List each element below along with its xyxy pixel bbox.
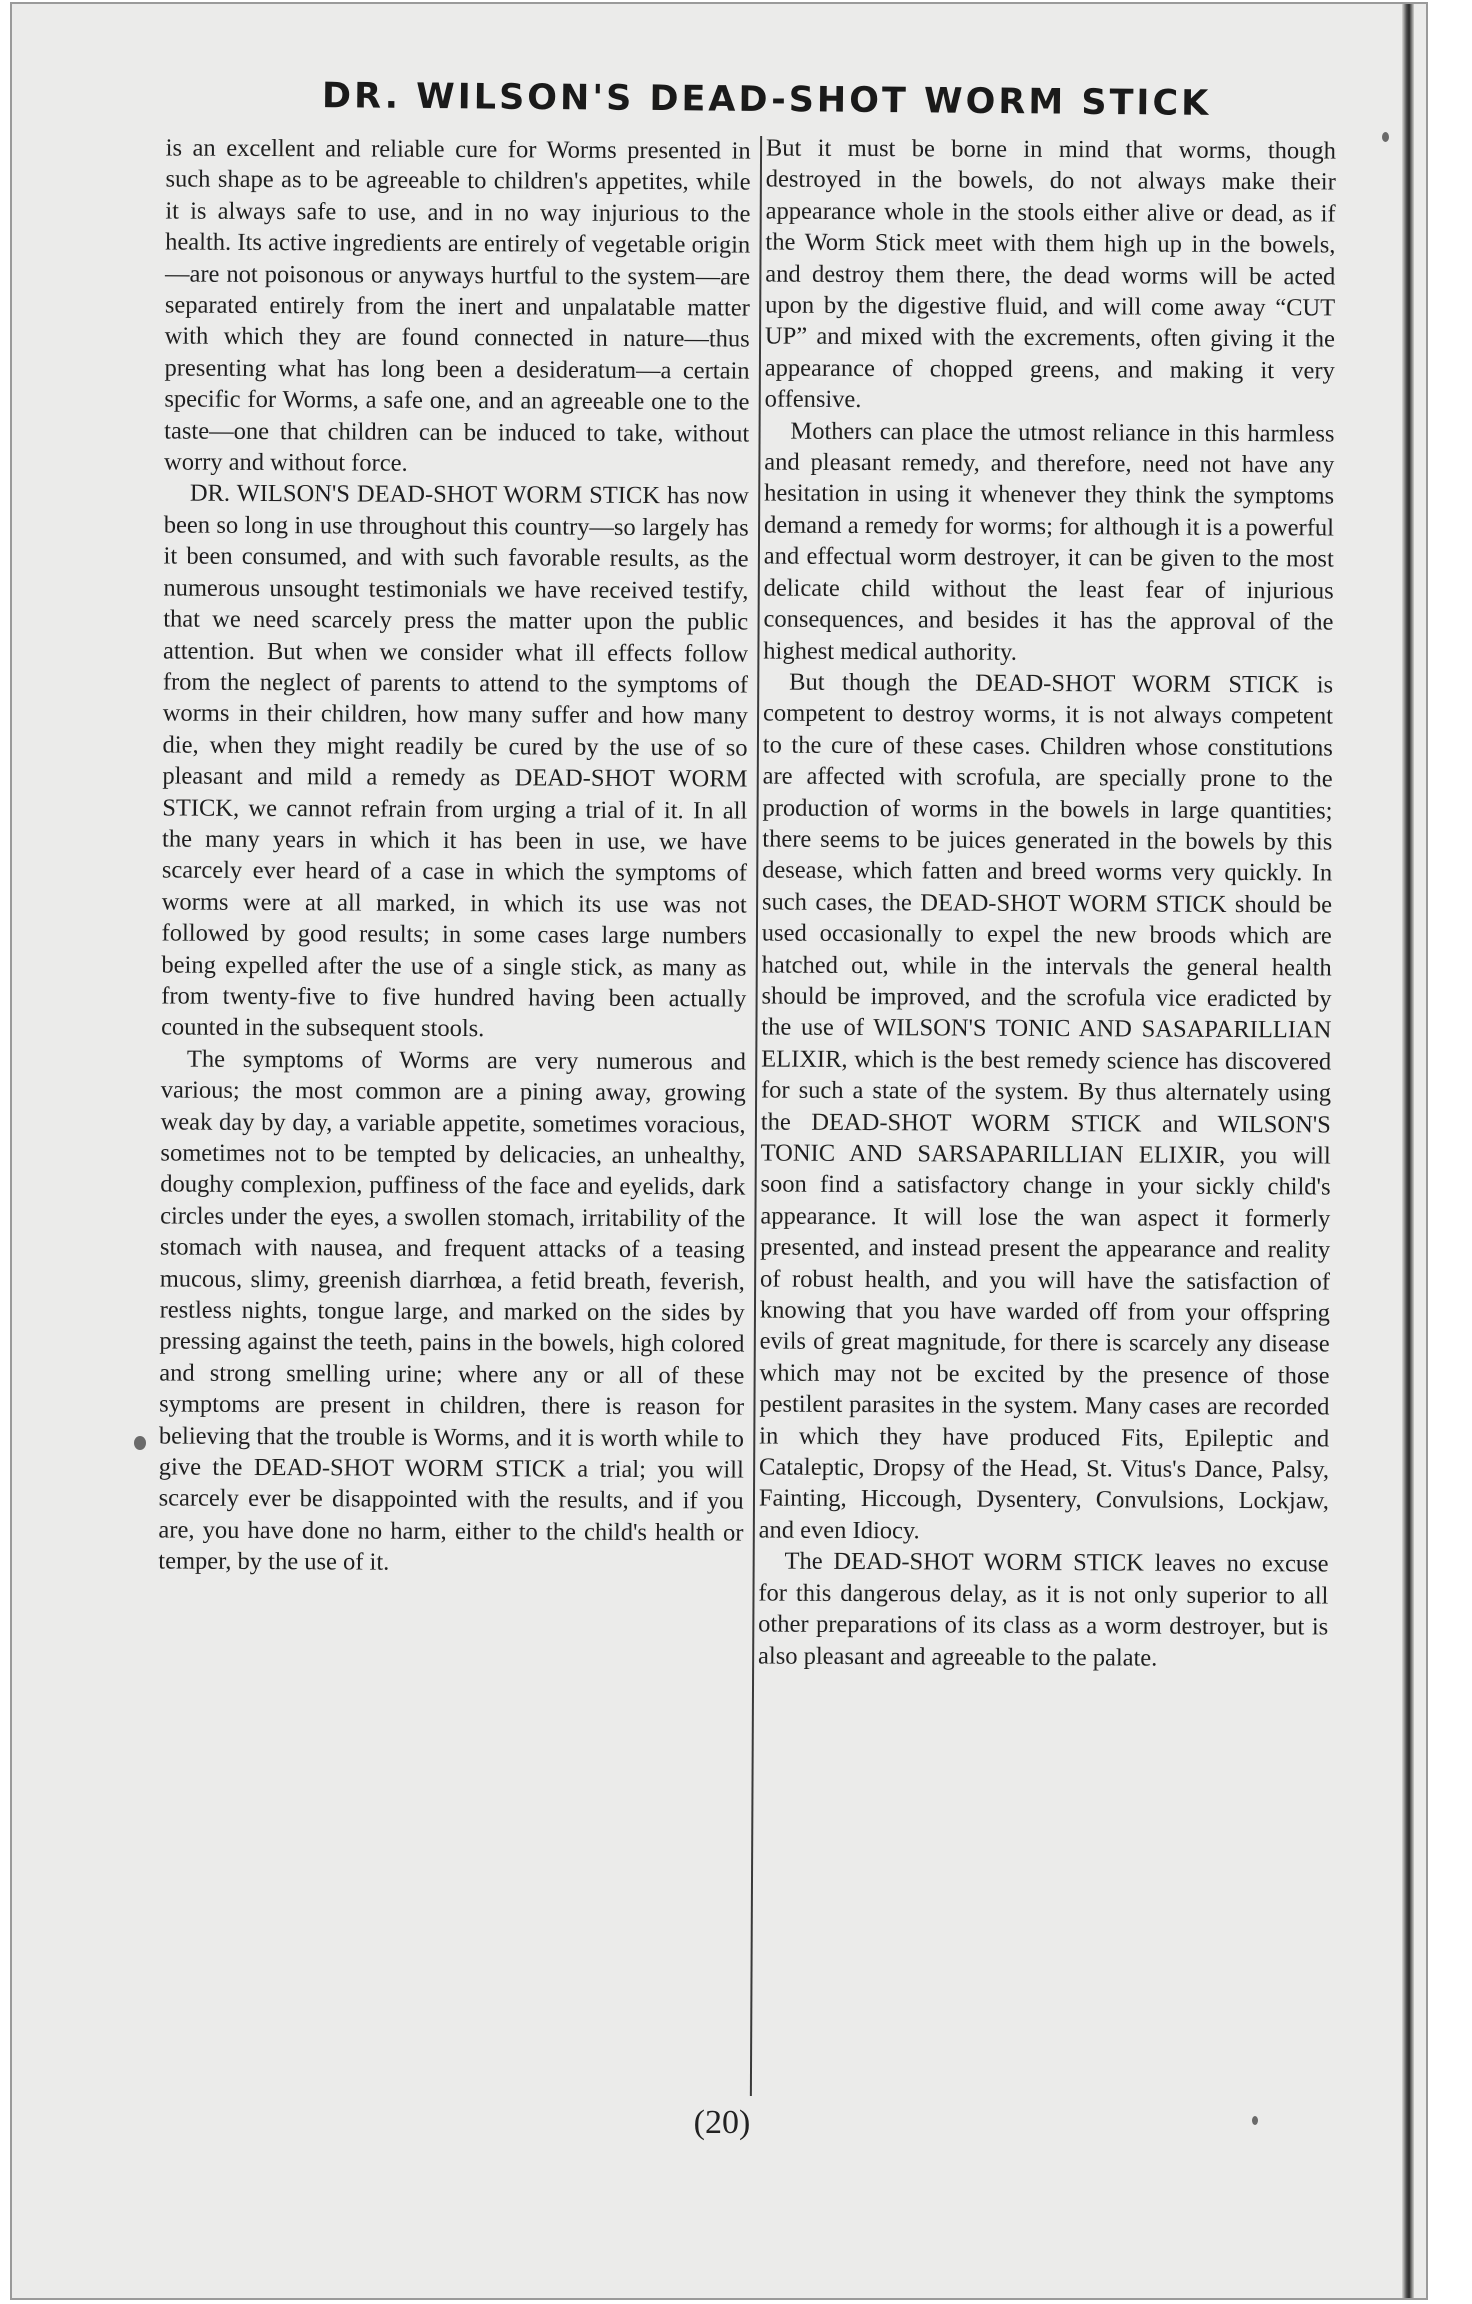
book-spine (1402, 4, 1414, 2298)
paragraph: But though the DEAD-SHOT WORM STICK is competent to destroy worms, it is not always competent to the cure of these cases. Children whose constitutions are affected with scrofula, are specially prone to the production of worms in the bowels in large quantities; there seems to be juices generated in the bowels by this desease, which fatten and breed worms very quickly. In such cases, the DEAD-SHOT WORM STICK should be used occasionally to expel the new broods which are hatched out, while in the intervals the general health should be improved, and the scrofula vice eradicted by the use of WILSON'S TONIC AND SASAPARILLIAN ELIXIR, which is the best remedy science has discovered for such a state of the system. By thus alternately using the DEAD-SHOT WORM STICK and WILSON'S TONIC AND SARSAPARILLIAN ELIXIR, you will soon find a satisfactory change in your sickly child's appearance. It will lose the wan aspect it formerly presented, and instead present the appearance and reality of robust health, and you will have the satisfaction of knowing that you have warded off from your offspring evils of great magnitude, for there is scarcely any disease which may not be excited by the presence of those pestilent parasites in the system. Many cases are recorded in which they have produced Fits, Epileptic and Cataleptic, Dropsy of the Head, St. Vitus's Dance, Palsy, Fainting, Hiccough, Dysentery, Convulsions, Lockjaw, and even Idiocy. (758, 668, 1334, 1545)
page-title: DR. WILSON'S DEAD-SHOT WORM STICK (321, 76, 1212, 124)
scanned-page (10, 2, 1428, 2300)
paragraph: Mothers can place the utmost reliance in this harmless and pleasant remedy, and therefore, need not have any hesitation in using it whenever they think the symptoms demand a remedy for worms; for although it is a powerful and effectual worm destroyer, it can be given to the most delicate child without the least fear of injurious consequences, and besides it has the approval of the highest medical authority. (763, 417, 1335, 666)
paragraph: The symptoms of Worms are very numerous and various; the most common are a pining away, growing weak day by day, a variable appetite, sometimes voracious, sometimes not to be tempted by delicacies, an unhealthy, doughy complexion, puffiness of the face and eyelids, dark circles under the eyes, a swollen stomach, irritability of the stomach with nausea, and frequent attacks of a teasing mucous, slimy, greenish diarrhœa, a fetid breath, feverish, restless nights, tongue large, and marked on the sides by pressing against the teeth, pains in the bowels, high colored and strong smelling urine; where any or all of these symptoms are present in children, there is reason for believing that the trouble is Worms, and it is worth while to give the DEAD-SHOT WORM STICK a trial; you will scarcely ever be disappointed with the results, and if you are, you have done no harm, either to the child's health or temper, by the use of it. (158, 1045, 746, 1576)
ink-smudge (1382, 132, 1389, 142)
ink-smudge (134, 1436, 146, 1450)
paragraph: is an excellent and reliable cure for Worms presented in such shape as to be agreeable to children's appetites, while it is always safe to use, and in no way injurious to the health. Its active ingredients are entirely of vegetable origin—are not poisonous or anyways hurtful to the system—are separated entirely from the inert and unpalatable matter with which they are found connected in nature—thus presenting what has long been a desideratum—a certain specific for Worms, a safe one, and an agreeable one to the taste—one that children can be induced to take, without worry and without force. (163, 134, 751, 477)
right-column (758, 133, 1336, 1675)
page-number: (20) (693, 2104, 751, 2141)
ink-smudge (1252, 2116, 1258, 2125)
left-column (158, 132, 751, 1580)
paragraph: DR. WILSON'S DEAD-SHOT WORM STICK has now been so long in use throughout this country—so largely has it been consumed, and with such favorable results, as the numerous unsought testimonials we have received testify, that we need scarcely press the matter upon the public attention. But when we consider what ill effects follow from the neglect of parents to attend to the symptoms of worms in their children, how many suffer and how many die, when they might readily be cured by the use of so pleasant and mild a remedy as DEAD-SHOT WORM STICK, we cannot refrain from urging a trial of it. In all the many years in which it has been in use, we have scarcely ever heard of a case in which the symptoms of worms were at all marked, in which its use was not followed by good results; in some cases large numbers being expelled after the use of a single stick, as many as from twenty-five to five hundred having been actually counted in the subsequent stools. (161, 480, 749, 1043)
paragraph: But it must be borne in mind that worms, though destroyed in the bowels, do not always make their appearance whole in the stools either alive or dead, as if the Worm Stick meet with them high up in the bowels, and destroy them there, the dead worms will be acted upon by the digestive fluid, and will come away “CUT UP” and mixed with the excrements, often giving it the appearance of chopped greens, and making it very offensive. (764, 134, 1337, 414)
paragraph: The DEAD-SHOT WORM STICK leaves no excuse for this dangerous delay, as it is not only superior to all other preparations of its class as a worm destroyer, but is also pleasant and agreeable to the palate. (757, 1547, 1329, 1672)
